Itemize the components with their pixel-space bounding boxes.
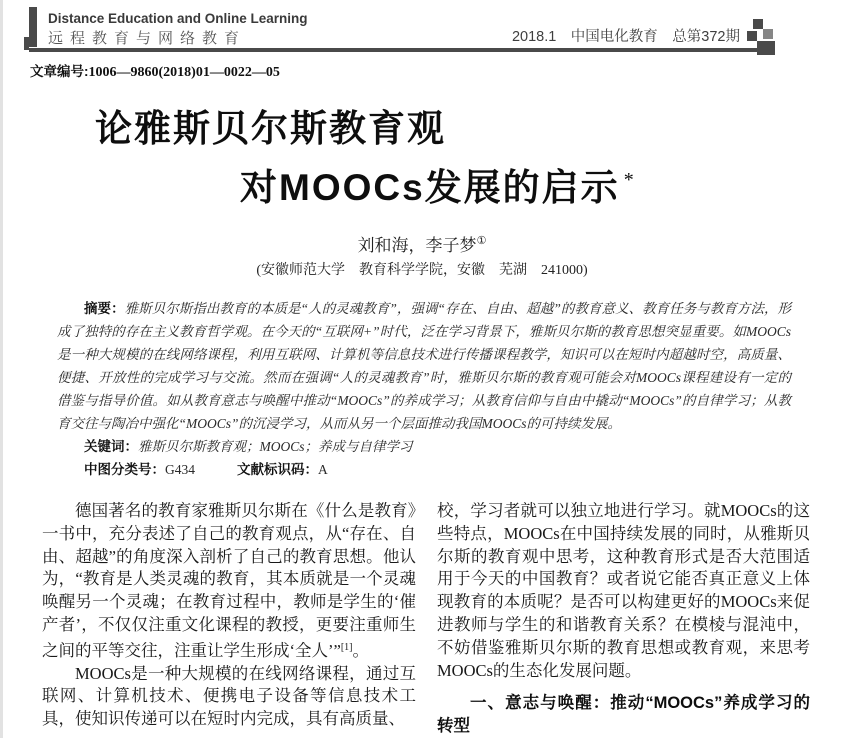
keywords-label: 关键词： bbox=[84, 439, 138, 454]
article-number-line bbox=[30, 60, 280, 81]
clc-value: G434 bbox=[165, 462, 195, 477]
classification-line bbox=[57, 458, 791, 481]
doc-code-value: A bbox=[318, 462, 328, 477]
header-rule bbox=[29, 48, 757, 52]
body-column-left bbox=[42, 500, 416, 731]
clc-label: 中图分类号： bbox=[84, 462, 165, 477]
issue-info: 2018.1 中国电化教育 总第372期 bbox=[511, 29, 740, 45]
article-title-line2 bbox=[240, 157, 844, 211]
journal-name-english: Distance Education and Online Learning bbox=[48, 11, 308, 26]
author-names: 刘和海，李子梦 bbox=[357, 236, 477, 255]
article-meta-block bbox=[57, 297, 791, 481]
article-title bbox=[0, 106, 844, 211]
body-paragraph-1-tail: 。 bbox=[352, 640, 369, 660]
affiliation-line: (安徽师范大学 教育科学学院，安徽 芜湖 241000) bbox=[256, 263, 588, 278]
section-1-heading: 一、意志与唤醒：推动“MOOCs”养成学习的转型 bbox=[437, 694, 810, 736]
title-footnote-asterisk: * bbox=[623, 169, 636, 191]
body-paragraph-2: MOOCs是一种大规模的在线网络课程，通过互联网、计算机技术、便携电子设备等信息技术工具，使知识传递可以在短时内完成，具有高质量、 bbox=[42, 663, 416, 729]
authors-line bbox=[0, 231, 844, 256]
body-paragraph-3: 校，学习者就可以独立地进行学习。就MOOCs的这些特点，MOOCs在中国持续发展的同时，从雅斯贝尔斯的教育观中思考，这种教育形式是否大范围适用于今天的中国教育？或者说它能否真正意义上体现教育的本质呢？是否可以构建更好的MOOCs来促进教师与学生的和谐教育关系？在模棱与混沌中，不妨借鉴雅斯贝尔斯的教育思想或教育观，来思考MOOCs的生态化发展问题。 bbox=[437, 501, 810, 680]
journal-name-chinese: 远程教育与网络教育 bbox=[48, 30, 247, 47]
keywords-text: 雅斯贝尔斯教育观；MOOCs；养成与自律学习 bbox=[138, 439, 413, 454]
body-column-right bbox=[437, 500, 810, 738]
abstract-paragraph bbox=[57, 297, 791, 435]
citation-ref-1: [1] bbox=[340, 641, 353, 653]
article-title-line1: 论雅斯贝尔斯教育观 bbox=[95, 108, 446, 149]
article-title-line2-text: 对MOOCs发展的启示 bbox=[240, 167, 620, 208]
body-paragraph-1-text: 德国著名的教育家雅斯贝尔斯在《什么是教育》一书中，充分表述了自己的教育观点，从“存在、自由、超越”的角度深入剖析了自己的教育思想。他认为，“教育是人类灵魂的教育，其本质就是一个灵魂唤醒另一个灵魂；在教育过程中，教师是学生的‘催产者’，不仅仅注重文化课程的教授，更要注重师生之间的平等交往，注重让学生形成‘全人’” bbox=[42, 501, 416, 660]
article-number-value: 1006—9860(2018)01—0022—05 bbox=[88, 65, 280, 80]
body-paragraph-1 bbox=[42, 500, 416, 663]
abstract-label: 摘要： bbox=[84, 301, 125, 316]
author-note-mark: ① bbox=[476, 235, 487, 247]
doc-code-label: 文献标识码： bbox=[237, 462, 318, 477]
abstract-text: 雅斯贝尔斯指出教育的本质是“人的灵魂教育”，强调“存在、自由、超越”的教育意义、教育任务与教育方法，形成了独特的存在主义教育哲学观。在今天的“互联网+”时代，泛在学习背景下，雅斯贝尔斯的教育思想突显重要。如MOOCs是一种大规模的在线网络课程，利用互联网、计算机等信息技术进行传播课程教学，知识可以在短时内超越时空，高质量、便捷、开放性的完成学习与交流。然而在强调“人的灵魂教育”时，雅斯贝尔斯的教育观可能会对MOOCs课程建设有一定的借鉴与指导价值。如从教育意志与唤醒中推动“MOOCs”的养成学习；从教育信仰与自由中撬动“MOOCs”的自律学习；从教育交往与陶冶中强化“MOOCs”的沉浸学习，从而从另一个层面推动我国MOOCs的可持续发展。 bbox=[57, 301, 792, 431]
header-bar-decoration bbox=[29, 7, 37, 47]
article-number-label: 文章编号: bbox=[30, 64, 89, 79]
keywords-line bbox=[57, 435, 791, 458]
